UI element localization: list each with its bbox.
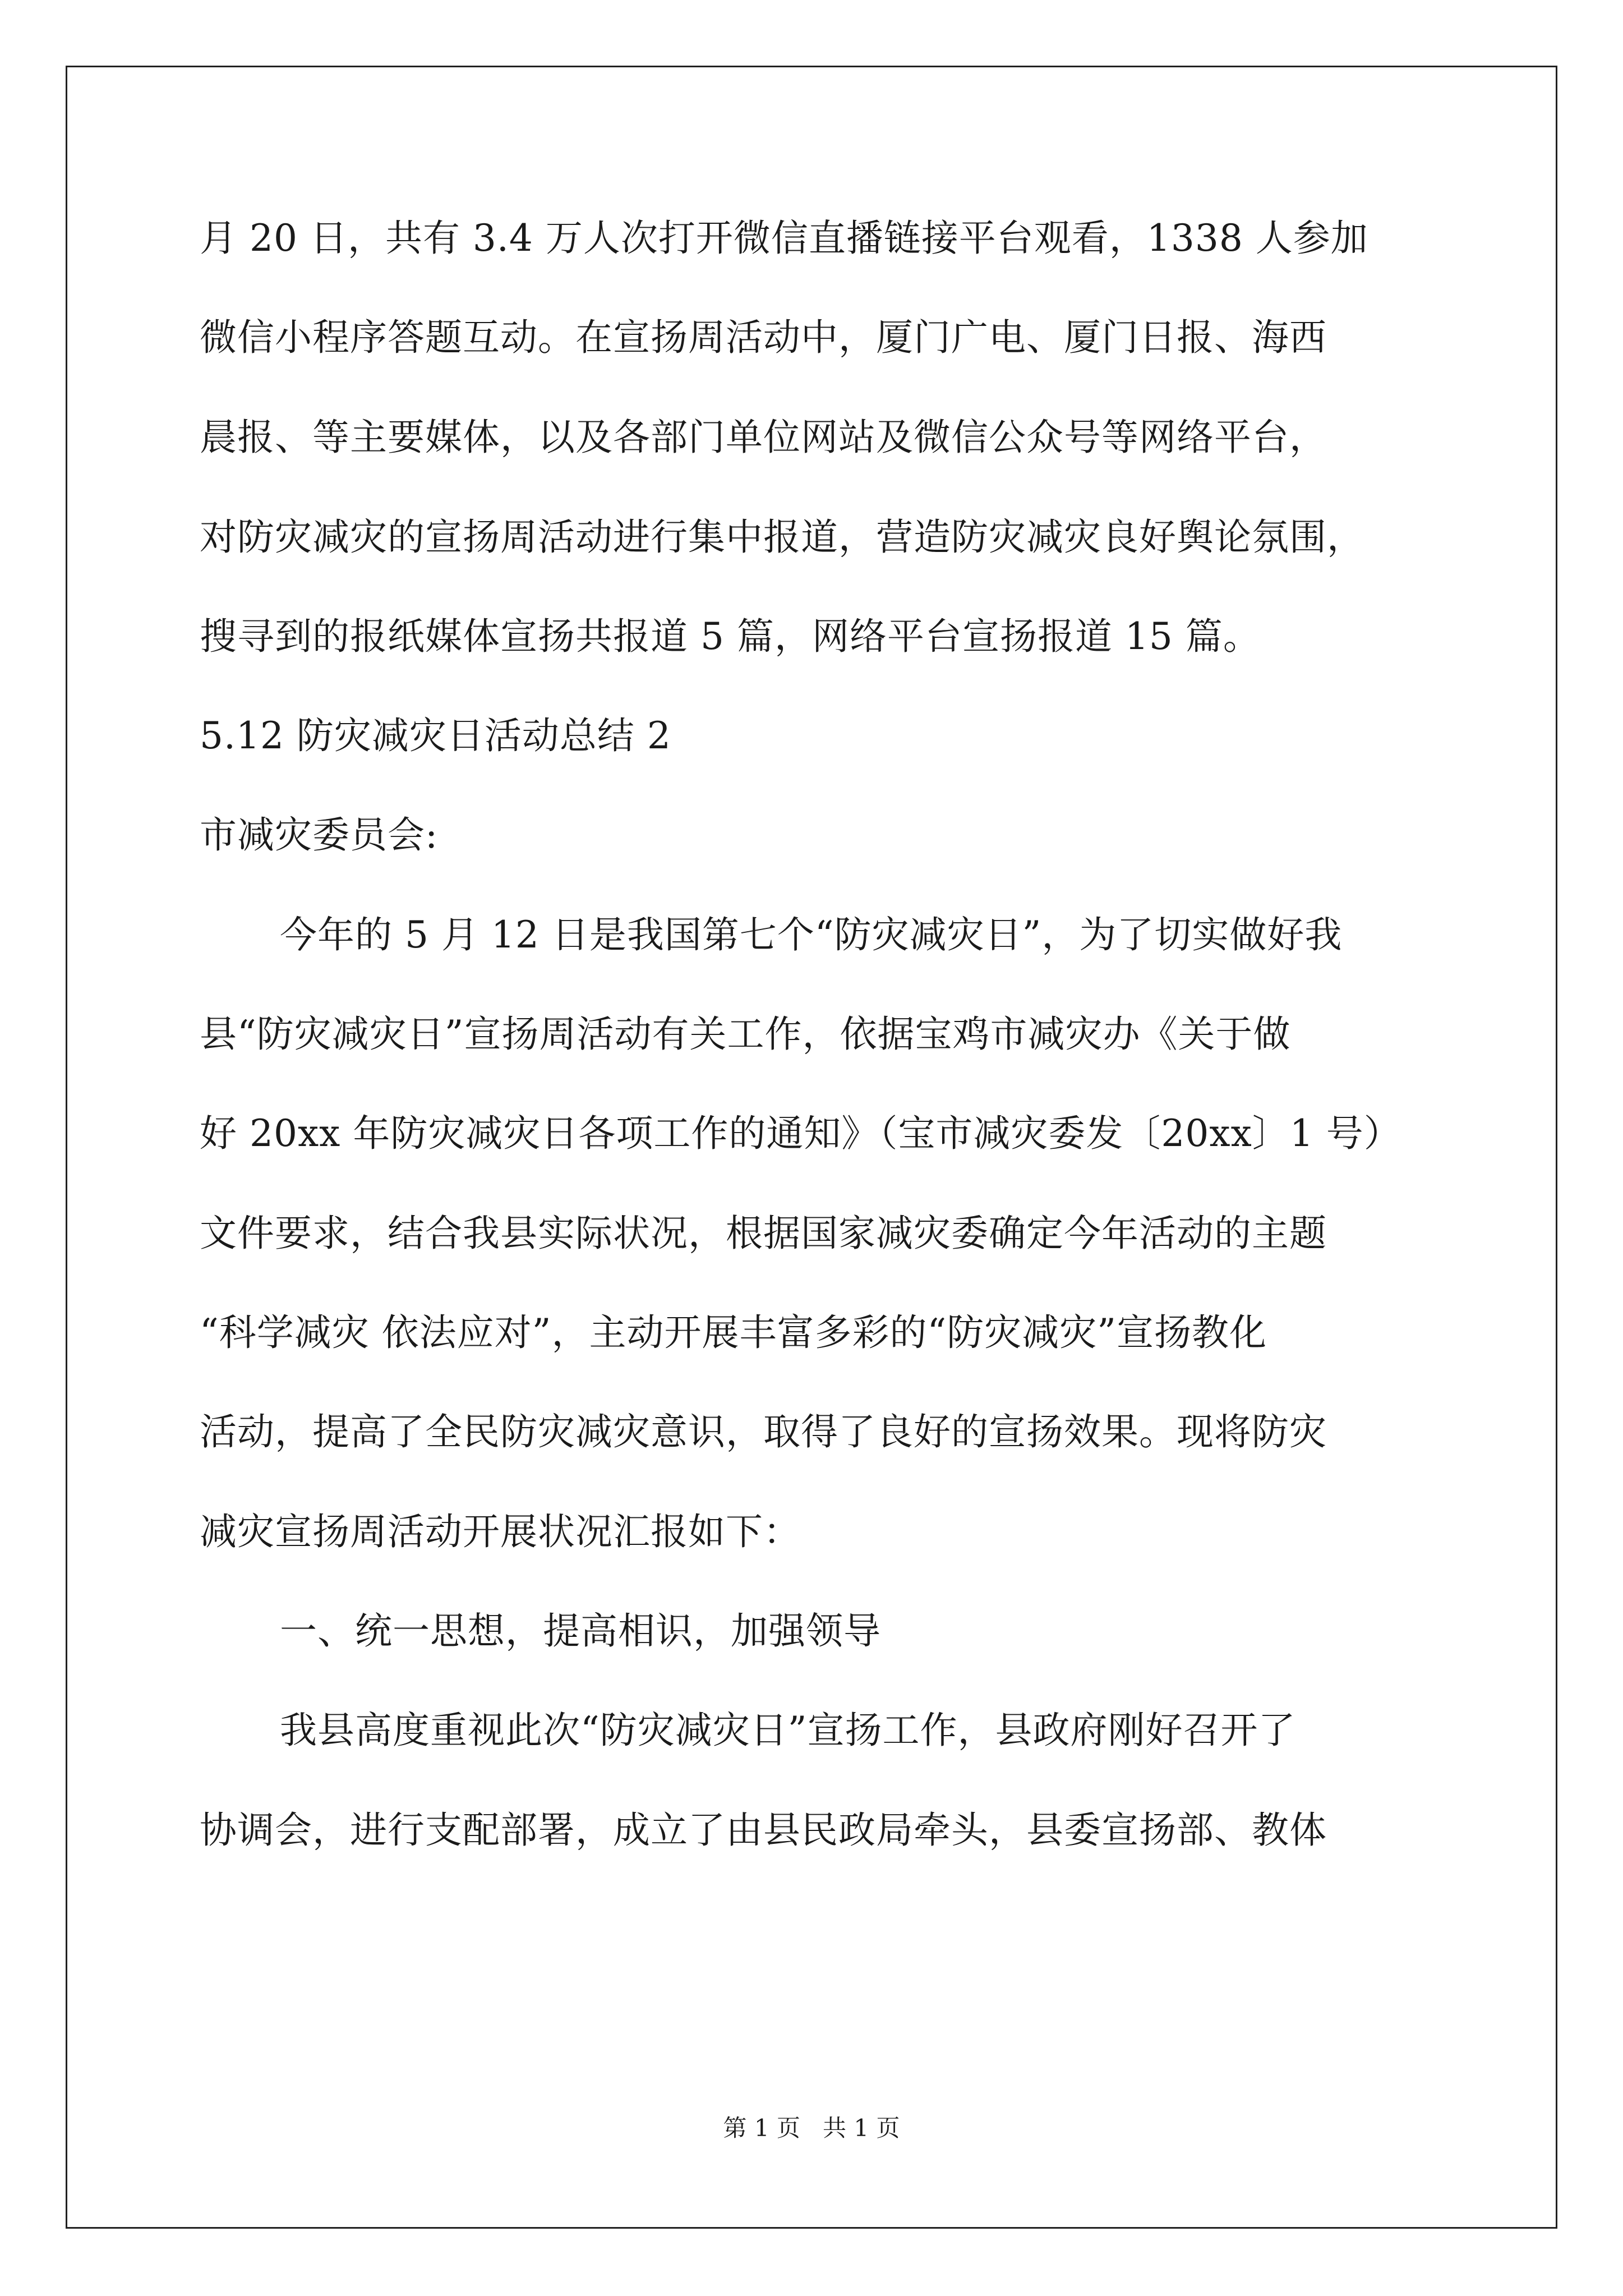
- body-line-14: 减灾宣扬周活动开展状况汇报如下：: [200, 1510, 801, 1553]
- body-line-12: “科学减灾 依法应对”，主动开展丰富多彩的“防灾减灾”宣扬教化: [200, 1311, 1267, 1354]
- body-line-8: 今年的 5 月 12 日是我国第七个“防灾减灾日”，为了切实做好我: [280, 913, 1343, 956]
- body-line-4: 对防灾减灾的宣扬周活动进行集中报道，营造防灾减灾良好舆论氛围，: [200, 516, 1364, 559]
- body-line-2: 微信小程序答题互动。在宣扬周活动中，厦门广电、厦门日报、海西: [200, 316, 1327, 359]
- body-line-9: 县“防灾减灾日”宣扬周活动有关工作，依据宝鸡市减灾办《关于做: [200, 1013, 1291, 1056]
- salutation: 市减灾委员会:: [200, 813, 439, 857]
- page-footer: 第 1 页 共 1 页: [723, 2114, 900, 2142]
- body-line-17: 协调会，进行支配部署，成立了由县民政局牵头，县委宣扬部、教体: [200, 1809, 1327, 1852]
- body-line-3: 晨报、等主要媒体，以及各部门单位网站及微信公众号等网络平台，: [200, 416, 1327, 459]
- body-line-1: 月 20 日，共有 3.4 万人次打开微信直播链接平台观看，1338 人参加: [200, 217, 1368, 260]
- body-line-11: 文件要求，结合我县实际状况，根据国家减灾委确定今年活动的主题: [200, 1212, 1327, 1255]
- body-line-16: 我县高度重视此次“防灾减灾日”宣扬工作，县政府刚好召开了: [280, 1709, 1296, 1752]
- section-heading: 5.12 防灾减灾日活动总结 2: [200, 714, 671, 757]
- body-line-5: 搜寻到的报纸媒体宣扬共报道 5 篇，网络平台宣扬报道 15 篇。: [200, 615, 1261, 658]
- body-line-13: 活动，提高了全民防灾减灾意识，取得了良好的宣扬效果。现将防灾: [200, 1410, 1327, 1453]
- body-line-10: 好 20xx 年防灾减灾日各项工作的通知》（宝市减灾委发〔20xx〕1 号）: [200, 1112, 1401, 1155]
- subheading-1: 一、统一思想，提高相识，加强领导: [280, 1609, 881, 1653]
